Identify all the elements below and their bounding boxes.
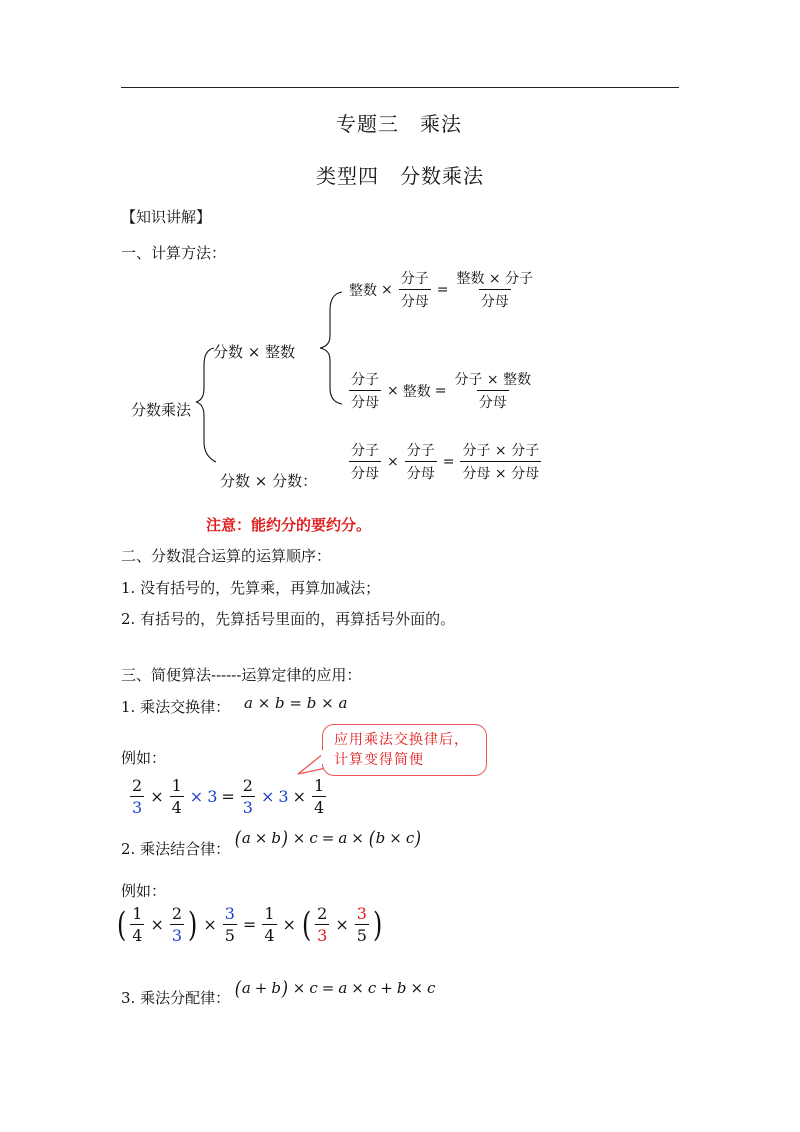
f2-result-denominator: 分母	[477, 390, 509, 412]
example1-label: 例如：	[121, 749, 167, 767]
formula-frac-times-int	[347, 369, 535, 412]
equals-sign: =	[321, 829, 335, 847]
ex2-result-numerator-2: 2	[317, 904, 328, 923]
f1-result-denominator: 分母	[479, 289, 511, 311]
times-sign: ×	[389, 829, 402, 847]
equals-sign: =	[442, 453, 455, 470]
law3-c-2: c	[367, 979, 377, 997]
ex2-numerator-2: 2	[171, 904, 183, 923]
ex1-denominator-2: 4	[171, 798, 182, 817]
ex2-denominator-2: 3	[171, 926, 183, 945]
times-sign: ×	[292, 979, 306, 997]
f3-result-numerator: 分子 × 分子	[462, 443, 540, 459]
section2-item-2: 2. 有括号的，先算括号里面的，再算括号外面的。	[121, 610, 456, 628]
ex1-fraction-1	[130, 776, 144, 817]
right-paren: )	[281, 826, 288, 850]
law2-a-2: a	[338, 829, 348, 847]
left-paren: (	[116, 904, 127, 945]
equals-sign: =	[242, 915, 257, 934]
times-sign: ×	[292, 787, 306, 806]
left-paren: (	[234, 976, 242, 1000]
ex2-result-fraction-3	[355, 904, 369, 945]
branch-frac-label: 分数 × 分数：	[220, 472, 318, 490]
f2-fraction	[349, 369, 381, 412]
law3-c: c	[309, 979, 318, 997]
ex1-integer: 3	[207, 787, 218, 806]
law3-b: b	[271, 979, 281, 997]
header-rule	[121, 87, 679, 88]
f2-integer: 整数	[402, 383, 431, 400]
f1-result-numerator: 整数 × 分子	[456, 271, 534, 287]
left-paren: (	[301, 904, 312, 945]
f3-denominator-1: 分母	[349, 461, 381, 483]
law2-c: c	[309, 829, 318, 847]
law3-c-3: c	[427, 979, 436, 997]
equals-sign: =	[321, 979, 335, 997]
equals-sign: =	[436, 281, 449, 298]
right-paren: )	[415, 826, 422, 850]
ex2-denominator-1: 4	[132, 926, 143, 945]
note-text: 注意：能约分的要约分。	[206, 516, 372, 534]
f3-numerator-1: 分子	[351, 443, 379, 459]
root-label: 分数乘法	[131, 401, 192, 419]
times-sign: ×	[387, 382, 399, 399]
law3-a: a	[241, 979, 251, 997]
right-paren: )	[188, 904, 198, 945]
times-sign: ×	[381, 281, 393, 298]
ex2-fraction-2	[170, 904, 184, 945]
ex1-fraction-2	[170, 776, 184, 817]
times-sign: ×	[150, 787, 164, 806]
equals-sign: =	[434, 382, 447, 399]
law2-c-2: c	[405, 829, 415, 847]
law3-formula	[234, 976, 435, 1000]
ex2-result-numerator-1: 1	[264, 904, 275, 923]
times-sign: ×	[292, 829, 306, 847]
times-sign: ×	[410, 979, 424, 997]
f2-denominator: 分母	[349, 390, 381, 412]
ex2-result-fraction-1	[262, 904, 276, 945]
right-paren: )	[281, 976, 288, 1000]
ex1-result-numerator-1: 2	[242, 776, 253, 795]
f1-integer: 整数	[349, 282, 377, 299]
example1-formula	[128, 776, 328, 817]
example2-formula	[115, 904, 384, 945]
brace-diagram	[190, 270, 350, 470]
f2-numerator: 分子	[351, 372, 379, 388]
times-sign: ×	[335, 915, 349, 934]
callout-text	[334, 730, 469, 770]
section2-item-1: 1. 没有括号的，先算乘，再算加减法；	[121, 579, 381, 597]
ex2-numerator-3: 3	[224, 904, 235, 923]
section2-heading: 二、分数混合运算的运算顺序：	[121, 547, 332, 565]
outer-brace	[196, 348, 216, 462]
section1-heading: 一、计算方法：	[121, 244, 227, 262]
law1-label: 1. 乘法交换律：	[121, 698, 231, 716]
page-title: 专题三 乘法	[336, 112, 462, 136]
f1-result	[454, 268, 535, 311]
ex2-result-denominator-3: 5	[356, 926, 367, 945]
law3-label: 3. 乘法分配律：	[121, 989, 231, 1007]
times-sign: ×	[189, 787, 204, 806]
plus-sign: +	[254, 979, 268, 997]
knowledge-label: 【知识讲解】	[121, 208, 212, 226]
left-paren: (	[234, 826, 242, 850]
f3-denominator-2: 分母	[405, 461, 437, 483]
f1-fraction	[399, 268, 431, 311]
ex2-fraction-3	[223, 904, 237, 945]
law2-a: a	[241, 829, 251, 847]
example2-label: 例如：	[121, 882, 167, 900]
ex1-numerator-1: 2	[132, 776, 143, 795]
f3-fraction-2	[405, 440, 437, 483]
f1-denominator: 分母	[399, 289, 431, 311]
f3-result	[460, 440, 541, 483]
times-sign: ×	[254, 829, 268, 847]
equals-sign: =	[221, 787, 235, 806]
f3-result-denominator: 分母 × 分母	[460, 461, 541, 483]
times-sign: ×	[260, 787, 275, 806]
f2-result-numerator: 分子 × 整数	[454, 372, 532, 388]
callout-line-2: 计算变得简便	[334, 752, 424, 768]
inner-brace	[320, 292, 342, 404]
ex2-fraction-1	[130, 904, 144, 945]
left-paren: (	[368, 826, 375, 850]
times-sign: ×	[351, 979, 364, 997]
ex2-numerator-1: 1	[132, 904, 143, 923]
times-sign: ×	[387, 453, 399, 470]
law1-formula: a × b = b × a	[244, 694, 348, 712]
plus-sign: +	[380, 979, 393, 997]
times-sign: ×	[282, 915, 296, 934]
times-sign: ×	[150, 915, 164, 934]
ex1-result-denominator-1: 3	[242, 798, 253, 817]
f2-result	[452, 369, 533, 412]
ex2-result-denominator-2: 3	[317, 926, 328, 945]
f1-numerator: 分子	[400, 271, 429, 287]
law2-label: 2. 乘法结合律：	[121, 840, 231, 858]
law2-formula	[234, 826, 422, 850]
ex1-result-integer: 3	[278, 787, 289, 806]
ex2-result-fraction-2	[315, 904, 329, 945]
formula-int-times-frac	[349, 268, 537, 311]
ex1-result-fraction-2	[312, 776, 326, 817]
times-sign: ×	[203, 915, 217, 934]
ex2-result-denominator-1: 4	[264, 926, 275, 945]
ex1-result-denominator-2: 4	[313, 798, 325, 817]
page-subtitle: 类型四 分数乘法	[316, 164, 484, 188]
law2-b: b	[271, 829, 281, 847]
ex1-denominator-1: 3	[132, 798, 143, 817]
ex2-denominator-3: 5	[224, 926, 235, 945]
ex1-result-numerator-2: 1	[313, 776, 325, 795]
ex1-numerator-2: 1	[171, 776, 182, 795]
callout-line-1: 应用乘法交换律后，	[334, 732, 469, 748]
law3-b-2: b	[396, 979, 407, 997]
times-sign: ×	[351, 829, 364, 847]
branch-int-label: 分数 × 整数	[213, 343, 296, 361]
section3-heading: 三、简便算法------运算定律的应用：	[121, 666, 362, 684]
f3-fraction-1	[349, 440, 381, 483]
ex1-result-fraction-1	[241, 776, 255, 817]
law2-b-2: b	[375, 829, 386, 847]
f3-numerator-2: 分子	[406, 443, 435, 459]
ex2-result-numerator-3: 3	[356, 904, 367, 923]
law3-a-2: a	[338, 979, 348, 997]
callout-pointer-mask	[317, 748, 327, 768]
formula-frac-times-frac	[347, 440, 543, 483]
right-paren: )	[372, 904, 383, 945]
